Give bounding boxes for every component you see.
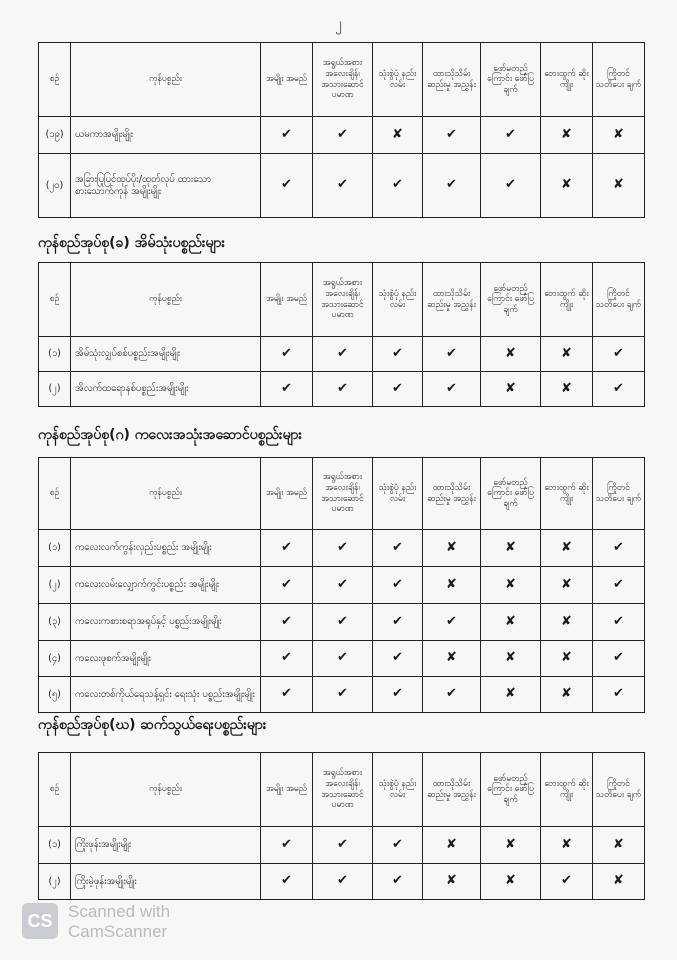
header-type: အမျိုး အမည် xyxy=(261,458,313,530)
table-row xyxy=(39,117,645,154)
cross-mark-icon: ✘ xyxy=(481,604,541,641)
cross-mark-icon: ✘ xyxy=(481,567,541,604)
check-mark-icon: ✔ xyxy=(261,337,313,372)
check-mark-icon: ✔ xyxy=(261,530,313,567)
header-warning: ကြိုတင် သတိပေး ချက် xyxy=(593,263,645,337)
check-mark-icon: ✔ xyxy=(593,677,645,713)
header-side-effects: ဘေးထွက် ဆိုးကျိုး xyxy=(541,753,593,827)
header-type: အမျိုး အမည် xyxy=(261,263,313,337)
row-number: (၁) xyxy=(39,530,71,567)
table-header-row xyxy=(39,263,645,337)
cross-mark-icon: ✘ xyxy=(541,530,593,567)
header-storage: ထားသိုသိမ်း ဆည်းမှု အညွှန်း xyxy=(423,458,481,530)
check-mark-icon: ✔ xyxy=(593,641,645,677)
cross-mark-icon: ✘ xyxy=(481,337,541,372)
header-size: အရွယ်အစား အလေးချိန်၊ အသားဆောင် ပမာဏ xyxy=(313,43,373,117)
check-mark-icon: ✔ xyxy=(593,337,645,372)
cross-mark-icon: ✘ xyxy=(481,827,541,864)
header-contraindication: ဖော်မတည့် ကြောင်း ဖော်ပြချက် xyxy=(481,753,541,827)
check-mark-icon: ✔ xyxy=(313,372,373,407)
table-header-row xyxy=(39,753,645,827)
check-mark-icon: ✔ xyxy=(423,372,481,407)
check-mark-icon: ✔ xyxy=(423,677,481,713)
cross-mark-icon: ✘ xyxy=(541,337,593,372)
table-row xyxy=(39,372,645,407)
section-title-group-d: ကုန်စည်အုပ်စု(ဃ) ဆက်သွယ်ရေးပစ္စည်းများ xyxy=(38,717,267,733)
row-item: ကြိုးမဲ့ဖုန်းအမျိုးမျိုး xyxy=(71,864,261,900)
row-item: ယမကာအမျိုးမျိုး xyxy=(71,117,261,154)
check-mark-icon: ✔ xyxy=(373,864,423,900)
row-number: (၁) xyxy=(39,827,71,864)
cross-mark-icon: ✘ xyxy=(481,641,541,677)
check-mark-icon: ✔ xyxy=(593,604,645,641)
table-row xyxy=(39,337,645,372)
table-row xyxy=(39,154,645,218)
check-mark-icon: ✔ xyxy=(423,337,481,372)
check-mark-icon: ✔ xyxy=(313,337,373,372)
check-mark-icon: ✔ xyxy=(261,677,313,713)
check-mark-icon: ✔ xyxy=(261,372,313,407)
check-mark-icon: ✔ xyxy=(373,827,423,864)
cross-mark-icon: ✘ xyxy=(423,641,481,677)
row-number: (၂) xyxy=(39,372,71,407)
check-mark-icon: ✔ xyxy=(261,154,313,218)
check-mark-icon: ✔ xyxy=(541,864,593,900)
row-item: ကလေးတစ်ကိုယ်ရေသန့်ရှင်း ရေးသုံး ပစ္စည်းအမျိုးမျိုး xyxy=(71,677,261,713)
row-number: (၃) xyxy=(39,604,71,641)
cross-mark-icon: ✘ xyxy=(541,827,593,864)
cross-mark-icon: ✘ xyxy=(593,117,645,154)
cross-mark-icon: ✘ xyxy=(481,677,541,713)
header-type: အမျိုး အမည် xyxy=(261,43,313,117)
check-mark-icon: ✔ xyxy=(261,604,313,641)
row-item: အိလက်ထရောနစ်ပစ္စည်းအမျိုးမျိုး xyxy=(71,372,261,407)
table-group-d xyxy=(38,752,645,900)
check-mark-icon: ✔ xyxy=(423,154,481,218)
cross-mark-icon: ✘ xyxy=(593,154,645,218)
header-contraindication: ဖော်မတည့် ကြောင်း ဖော်ပြချက် xyxy=(481,263,541,337)
cross-mark-icon: ✘ xyxy=(541,604,593,641)
header-usage: သုံးစွဲပုံ နည်း လမ်း xyxy=(373,458,423,530)
header-storage: ထားသိုသိမ်း ဆည်းမှု အညွှန်း xyxy=(423,263,481,337)
table-row xyxy=(39,530,645,567)
header-contraindication: ဖော်မတည့် ကြောင်း ဖော်ပြချက် xyxy=(481,43,541,117)
check-mark-icon: ✔ xyxy=(373,567,423,604)
row-item: ကြိုးဖုန်းအမျိုးမျိုး xyxy=(71,827,261,864)
page-number: ၂ xyxy=(335,16,342,32)
header-no: စဉ် xyxy=(39,43,71,117)
row-item: အခြားပြုပြင်ထုပ်ပိုး/ထုတ်လုပ် ထားသောစားသောက်ကုန် အမျိုးမျိုး xyxy=(71,154,261,218)
header-size: အရွယ်အစား အလေးချိန်၊ အသားဆောင် ပမာဏ xyxy=(313,263,373,337)
cross-mark-icon: ✘ xyxy=(481,372,541,407)
row-number: (၂) xyxy=(39,567,71,604)
cross-mark-icon: ✘ xyxy=(593,864,645,900)
check-mark-icon: ✔ xyxy=(261,827,313,864)
row-number: (၅) xyxy=(39,677,71,713)
table-row xyxy=(39,677,645,713)
check-mark-icon: ✔ xyxy=(313,604,373,641)
row-number: (၂၀) xyxy=(39,154,71,218)
header-usage: သုံးစွဲပုံ နည်း လမ်း xyxy=(373,43,423,117)
check-mark-icon: ✔ xyxy=(373,530,423,567)
cross-mark-icon: ✘ xyxy=(541,154,593,218)
header-contraindication: ဖော်မတည့် ကြောင်း ဖော်ပြချက် xyxy=(481,458,541,530)
header-item: ကုန်ပစ္စည်း xyxy=(71,753,261,827)
cross-mark-icon: ✘ xyxy=(423,567,481,604)
check-mark-icon: ✔ xyxy=(373,154,423,218)
table-row xyxy=(39,604,645,641)
header-item: ကုန်ပစ္စည်း xyxy=(71,43,261,117)
header-side-effects: ဘေးထွက် ဆိုးကျိုး xyxy=(541,43,593,117)
watermark-line-2: CamScanner xyxy=(68,922,168,942)
cross-mark-icon: ✘ xyxy=(541,117,593,154)
check-mark-icon: ✔ xyxy=(423,117,481,154)
header-side-effects: ဘေးထွက် ဆိုးကျိုး xyxy=(541,263,593,337)
check-mark-icon: ✔ xyxy=(261,117,313,154)
table-row xyxy=(39,864,645,900)
header-side-effects: ဘေးထွက် ဆိုးကျိုး xyxy=(541,458,593,530)
header-warning: ကြိုတင် သတိပေး ချက် xyxy=(593,458,645,530)
table-row xyxy=(39,567,645,604)
table-group-c xyxy=(38,457,645,713)
cross-mark-icon: ✘ xyxy=(481,530,541,567)
header-warning: ကြိုတင် သတိပေး ချက် xyxy=(593,43,645,117)
check-mark-icon: ✔ xyxy=(261,864,313,900)
cross-mark-icon: ✘ xyxy=(423,827,481,864)
check-mark-icon: ✔ xyxy=(373,604,423,641)
row-item: ကလေးဖုစက်အမျိုးမျိုး xyxy=(71,641,261,677)
cross-mark-icon: ✘ xyxy=(541,372,593,407)
check-mark-icon: ✔ xyxy=(593,567,645,604)
header-size: အရွယ်အစား အလေးချိန်၊ အသားဆောင် ပမာဏ xyxy=(313,458,373,530)
header-no: စဉ် xyxy=(39,458,71,530)
check-mark-icon: ✔ xyxy=(313,641,373,677)
check-mark-icon: ✔ xyxy=(313,827,373,864)
row-number: (၄) xyxy=(39,641,71,677)
check-mark-icon: ✔ xyxy=(313,864,373,900)
check-mark-icon: ✔ xyxy=(373,677,423,713)
cross-mark-icon: ✘ xyxy=(593,827,645,864)
table-group-b xyxy=(38,262,645,407)
section-title-group-c: ကုန်စည်အုပ်စု(ဂ) ကလေးအသုံးအဆောင်ပစ္စည်းများ xyxy=(38,427,303,443)
check-mark-icon: ✔ xyxy=(423,604,481,641)
row-item: အိမ်သုံးလျှပ်စစ်ပစ္စည်းအမျိုးမျိုး xyxy=(71,337,261,372)
check-mark-icon: ✔ xyxy=(373,372,423,407)
cross-mark-icon: ✘ xyxy=(481,864,541,900)
row-number: (၁) xyxy=(39,337,71,372)
row-number: (၂) xyxy=(39,864,71,900)
camscanner-logo: CS xyxy=(22,903,58,939)
row-number: (၁၉) xyxy=(39,117,71,154)
check-mark-icon: ✔ xyxy=(373,641,423,677)
table-row xyxy=(39,827,645,864)
header-item: ကုန်ပစ္စည်း xyxy=(71,263,261,337)
header-storage: ထားသိုသိမ်း ဆည်းမှု အညွှန်း xyxy=(423,753,481,827)
row-item: ကလေးလမ်းလျှောက်ကွင်းပစ္စည်း အမျိုးမျိုး xyxy=(71,567,261,604)
check-mark-icon: ✔ xyxy=(261,567,313,604)
header-no: စဉ် xyxy=(39,263,71,337)
cross-mark-icon: ✘ xyxy=(541,567,593,604)
check-mark-icon: ✔ xyxy=(481,117,541,154)
header-usage: သုံးစွဲပုံ နည်း လမ်း xyxy=(373,753,423,827)
check-mark-icon: ✔ xyxy=(593,530,645,567)
section-title-group-b: ကုန်စည်အုပ်စု(ခ) အိမ်သုံးပစ္စည်းများ xyxy=(38,235,226,251)
table-header-row xyxy=(39,43,645,117)
header-no: စဉ် xyxy=(39,753,71,827)
cross-mark-icon: ✘ xyxy=(423,530,481,567)
check-mark-icon: ✔ xyxy=(373,337,423,372)
header-item: ကုန်ပစ္စည်း xyxy=(71,458,261,530)
watermark-line-1: Scanned with xyxy=(68,902,171,921)
check-mark-icon: ✔ xyxy=(313,117,373,154)
camscanner-watermark xyxy=(68,902,170,943)
cross-mark-icon: ✘ xyxy=(423,864,481,900)
table-row xyxy=(39,641,645,677)
header-size: အရွယ်အစား အလေးချိန်၊ အသားဆောင် ပမာဏ xyxy=(313,753,373,827)
check-mark-icon: ✔ xyxy=(313,677,373,713)
cross-mark-icon: ✘ xyxy=(541,677,593,713)
check-mark-icon: ✔ xyxy=(313,567,373,604)
row-item: ကလေးကစားစရာအရုပ်နှင့် ပစ္စည်းအမျိုးမျိုး xyxy=(71,604,261,641)
header-type: အမျိုး အမည် xyxy=(261,753,313,827)
check-mark-icon: ✔ xyxy=(261,641,313,677)
table-group-a-continued xyxy=(38,42,645,218)
check-mark-icon: ✔ xyxy=(313,530,373,567)
check-mark-icon: ✔ xyxy=(593,372,645,407)
header-warning: ကြိုတင် သတိပေး ချက် xyxy=(593,753,645,827)
table-header-row xyxy=(39,458,645,530)
row-item: ကလေးလက်ကွန်းလှည်းပစ္စည်း အမျိုးမျိုး xyxy=(71,530,261,567)
check-mark-icon: ✔ xyxy=(481,154,541,218)
cross-mark-icon: ✘ xyxy=(541,641,593,677)
check-mark-icon: ✔ xyxy=(313,154,373,218)
header-storage: ထားသိုသိမ်း ဆည်းမှု အညွှန်း xyxy=(423,43,481,117)
cross-mark-icon: ✘ xyxy=(373,117,423,154)
header-usage: သုံးစွဲပုံ နည်း လမ်း xyxy=(373,263,423,337)
